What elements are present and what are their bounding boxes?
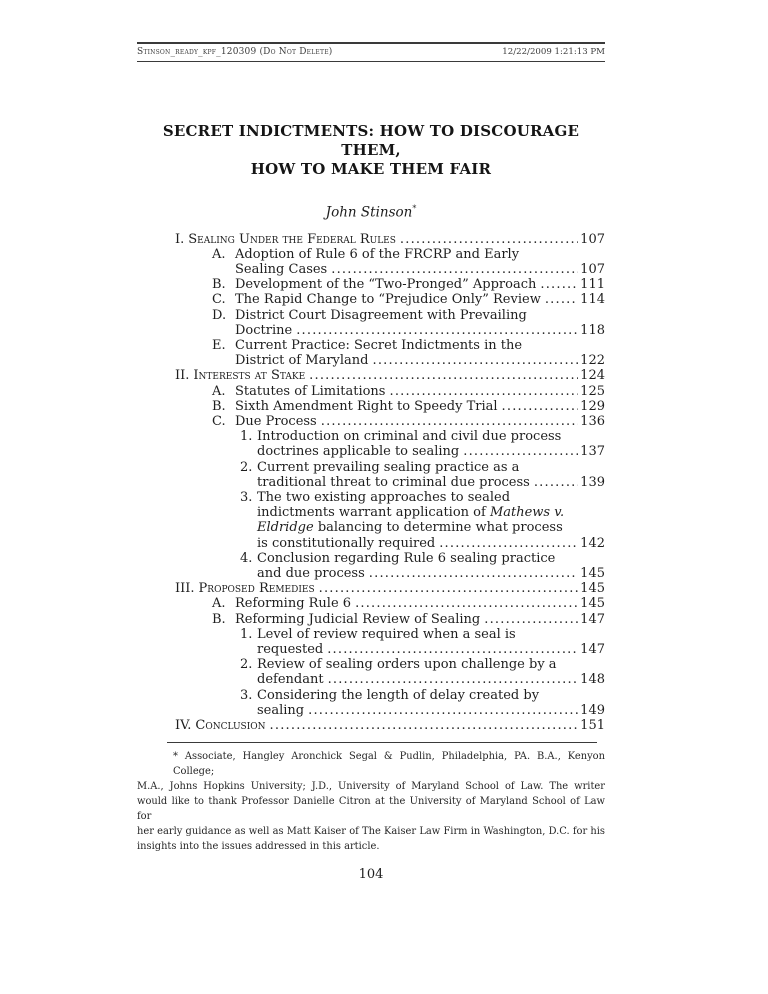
toc-page-number: 107 (580, 231, 605, 247)
toc-entry-line (137, 399, 605, 414)
running-header (137, 42, 605, 62)
author-name: John Stinson (325, 204, 413, 221)
toc-entry-line (137, 505, 605, 520)
toc-entry-line (137, 460, 605, 475)
toc-entry-line (137, 292, 605, 307)
toc-dot-leader (321, 414, 578, 429)
toc-label: A. (212, 383, 226, 399)
toc-text: Sixth Amendment Right to Speedy Trial (235, 398, 498, 414)
toc-text: defendant (257, 672, 324, 688)
toc-page-number: 136 (580, 413, 605, 429)
toc-text: Sealing Cases (235, 261, 328, 277)
toc-page-number: 145 (580, 596, 605, 612)
toc-text: Conclusion regarding Rule 6 sealing practice (257, 550, 556, 566)
toc-entry-line (137, 612, 605, 627)
toc-text: Introduction on criminal and civil due process (257, 429, 562, 445)
toc-page-number: 145 (580, 565, 605, 581)
toc-dot-leader (400, 232, 578, 247)
toc-dot-leader (319, 581, 579, 596)
toc-label: A. (212, 596, 226, 612)
toc-page-number: 148 (580, 672, 605, 688)
toc-label: IV. (175, 718, 192, 733)
toc-page-number: 149 (580, 702, 605, 718)
toc-page-number: 124 (580, 368, 605, 384)
title-line: SECRET INDICTMENTS: HOW TO DISCOURAGE THEM, (162, 122, 580, 159)
footnote-line: M.A., Johns Hopkins University; J.D., University of Maryland School of Law. The writer (137, 781, 605, 793)
toc-dot-leader (328, 672, 579, 687)
header-timestamp: 12/22/2009 1:21:13 PM (502, 47, 605, 57)
toc-text: The Rapid Change to “Prejudice Only” Review (235, 292, 541, 308)
toc-label: 1. (240, 429, 253, 445)
toc-entry-line (137, 718, 605, 733)
toc-entry-line (137, 581, 605, 596)
toc-label: II. (175, 368, 190, 384)
toc-dot-leader (540, 277, 578, 292)
toc-dot-leader (327, 642, 578, 657)
toc-entry-line (137, 627, 605, 642)
footnote-separator (167, 742, 597, 743)
toc-label: B. (212, 277, 226, 293)
toc-label: 4. (240, 550, 253, 566)
toc-label: 2. (240, 459, 253, 475)
toc-entry-line (137, 368, 605, 383)
toc-label: B. (212, 611, 226, 627)
toc-entry-line (137, 262, 605, 277)
toc-dot-leader (545, 292, 578, 307)
toc-dot-leader (270, 718, 579, 733)
toc-dot-leader (439, 536, 578, 551)
title-line: HOW TO MAKE THEM FAIR (250, 160, 492, 178)
toc-entry-line (137, 414, 605, 429)
toc-dot-leader (296, 323, 578, 338)
toc-dot-leader (484, 612, 578, 627)
toc-entry-line (137, 642, 605, 657)
toc-text: Current prevailing sealing practice as a (257, 459, 520, 475)
toc-entry-line (137, 429, 605, 444)
toc-text: Interests at Stake (193, 368, 306, 384)
toc-text: Adoption of Rule 6 of the FRCRP and Early (235, 246, 520, 262)
toc-dot-leader (308, 703, 578, 718)
toc-dot-leader (369, 566, 578, 581)
toc-entry-line (137, 596, 605, 611)
toc-text: Reforming Judicial Review of Sealing (235, 611, 481, 627)
toc-entry-line (137, 323, 605, 338)
toc-entry-line (137, 277, 605, 292)
toc-dot-leader (355, 596, 578, 611)
toc-text: Development of the “Two-Pronged” Approach (235, 277, 537, 293)
toc-entry-line (137, 566, 605, 581)
toc-dot-leader (502, 399, 579, 414)
toc-text: traditional threat to criminal due process (257, 474, 530, 490)
toc-page-number: 142 (580, 535, 605, 551)
toc-entry-line (137, 247, 605, 262)
toc-entry-line (137, 232, 605, 247)
toc-text: sealing (257, 702, 305, 718)
toc-text: The two existing approaches to sealed (257, 489, 511, 505)
toc-label: 3. (240, 687, 253, 703)
toc-text: Proposed Remedies (198, 581, 315, 597)
toc-label: B. (212, 398, 226, 414)
toc-page-number: 147 (580, 641, 605, 657)
toc-label: 2. (240, 657, 253, 673)
toc-entry-line (137, 551, 605, 566)
toc-page-number: 147 (580, 611, 605, 627)
toc-text: Reforming Rule 6 (235, 596, 352, 612)
toc-entry-line (137, 444, 605, 459)
article-title (137, 122, 605, 179)
toc-entry-line (137, 490, 605, 505)
toc-text: and due process (257, 565, 365, 581)
toc-text: doctrines applicable to sealing (257, 444, 460, 460)
footnote-line: * Associate, Hangley Aronchick Segal & Pudlin, Philadelphia, PA. B.A., Kenyon College; (173, 751, 605, 778)
toc-text: Conclusion (195, 718, 266, 733)
toc-entry-line (137, 520, 605, 535)
toc-page-number: 145 (580, 581, 605, 597)
toc-text: Considering the length of delay created by (257, 687, 540, 703)
toc-dot-leader (389, 384, 578, 399)
toc-page-number: 107 (580, 261, 605, 277)
toc-entry-line (137, 384, 605, 399)
toc-label: I. (175, 231, 185, 247)
toc-text: Due Process (235, 413, 317, 429)
toc-text: Review of sealing orders upon challenge by a (257, 657, 557, 673)
toc-dot-leader (372, 353, 578, 368)
header-filename: Stinson_ready_kpf_120309 (Do Not Delete) (137, 47, 333, 57)
footnote-line: insights into the issues addressed in this article. (137, 841, 380, 853)
toc-label: A. (212, 246, 226, 262)
toc-page-number: 122 (580, 353, 605, 369)
toc-page-number: 125 (580, 383, 605, 399)
toc-text: requested (257, 641, 324, 657)
toc-entry-line (137, 308, 605, 323)
toc-page-number: 129 (580, 398, 605, 414)
toc-text: Sealing Under the Federal Rules (188, 231, 396, 247)
toc-text: indictments warrant application of Mathews v. (257, 505, 565, 521)
toc-text: District of Maryland (235, 353, 369, 369)
toc-text: Level of review required when a seal is (257, 626, 516, 642)
toc-text: District Court Disagreement with Prevailing (235, 307, 527, 323)
footnote-mark: * (412, 204, 417, 213)
toc-page-number: 139 (580, 474, 605, 490)
toc-label: D. (212, 307, 227, 323)
toc-entry-line (137, 672, 605, 687)
toc-text: is constitutionally required (257, 535, 436, 551)
toc-dot-leader (331, 262, 578, 277)
toc-entry-line (137, 688, 605, 703)
toc (137, 232, 605, 734)
toc-label: 3. (240, 489, 253, 505)
toc-text: Statutes of Limitations (235, 383, 386, 399)
toc-label: III. (175, 581, 195, 597)
footnote (137, 749, 605, 854)
toc-page-number: 111 (580, 277, 605, 293)
toc-dot-leader (534, 475, 578, 490)
toc-entry-line (137, 353, 605, 368)
toc-page-number: 137 (580, 444, 605, 460)
toc-entry-line (137, 338, 605, 353)
footnote-line: her early guidance as well as Matt Kaiser of The Kaiser Law Firm in Washington, D.C. for his (137, 826, 605, 838)
toc-dot-leader (309, 368, 578, 383)
toc-entry-line (137, 703, 605, 718)
toc-dot-leader (463, 444, 578, 459)
footnote-line: would like to thank Professor Danielle Citron at the University of Maryland School of Law for (137, 796, 605, 823)
toc-page-number: 114 (580, 292, 605, 308)
toc-text: Current Practice: Secret Indictments in the (235, 337, 523, 353)
toc-entry-line (137, 536, 605, 551)
toc-entry-line (137, 657, 605, 672)
toc-label: E. (212, 337, 226, 353)
toc-text: Eldridge balancing to determine what process (257, 520, 563, 536)
toc-label: C. (212, 413, 226, 429)
toc-page-number: 151 (580, 718, 605, 733)
toc-label: 1. (240, 626, 253, 642)
toc-text: Doctrine (235, 322, 293, 338)
toc-page-number: 118 (580, 322, 605, 338)
byline (137, 200, 605, 222)
toc-entry-line (137, 475, 605, 490)
page-number-folio: 104 (358, 867, 384, 883)
toc-label: C. (212, 292, 226, 308)
